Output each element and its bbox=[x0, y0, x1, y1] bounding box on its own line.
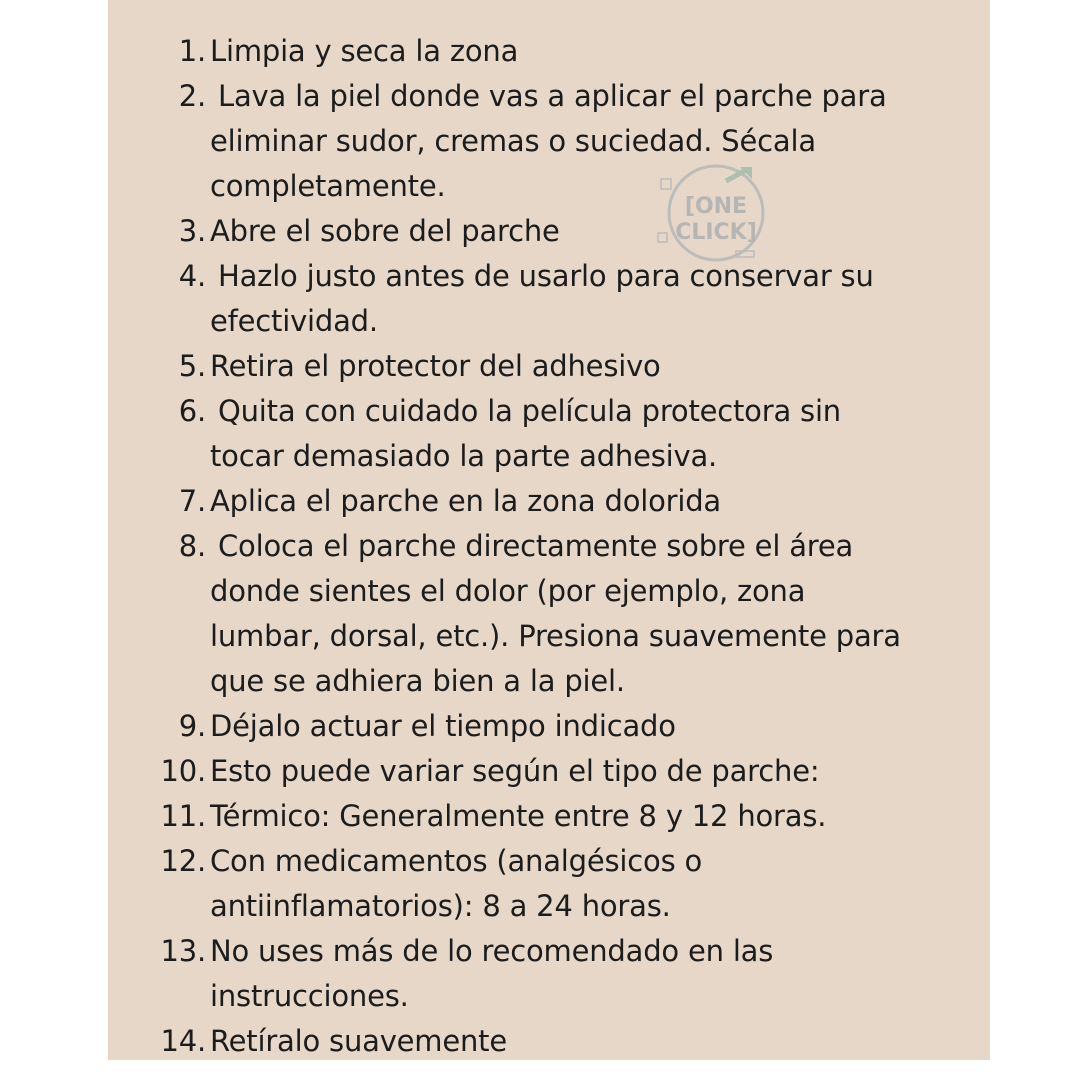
step-line: Déjalo actuar el tiempo indicado bbox=[210, 709, 676, 743]
step-number: 4. bbox=[178, 259, 206, 293]
step-line: antiinflamatorios): 8 a 24 horas. bbox=[210, 889, 671, 923]
step-item bbox=[108, 29, 950, 74]
step-line: tocar demasiado la parte adhesiva. bbox=[210, 439, 718, 473]
step-text bbox=[210, 929, 950, 1019]
step-line: Hazlo justo antes de usarlo para conservar su bbox=[218, 259, 874, 293]
step-line: Quita con cuidado la película protectora sin bbox=[218, 394, 841, 428]
step-item bbox=[108, 74, 950, 209]
step-number: 12. bbox=[160, 844, 206, 878]
step-number: 13. bbox=[160, 934, 206, 968]
step-text bbox=[210, 794, 950, 839]
step-text bbox=[210, 209, 950, 254]
step-line: Abre el sobre del parche bbox=[210, 214, 560, 248]
step-text bbox=[210, 344, 950, 389]
step-text bbox=[210, 749, 950, 794]
step-text bbox=[210, 524, 950, 704]
step-item bbox=[108, 1019, 950, 1060]
logo-text-line2: CLICK] bbox=[675, 220, 757, 245]
step-number: 1. bbox=[178, 34, 206, 68]
step-number: 9. bbox=[178, 709, 206, 743]
step-line: que se adhiera bien a la piel. bbox=[210, 664, 625, 698]
step-line: Térmico: Generalmente entre 8 y 12 horas. bbox=[210, 799, 827, 833]
step-number: 5. bbox=[178, 349, 206, 383]
step-line: Coloca el parche directamente sobre el área bbox=[218, 529, 854, 563]
step-text bbox=[210, 704, 950, 749]
step-text bbox=[210, 1019, 950, 1060]
step-line: Esto puede variar según el tipo de parche: bbox=[210, 754, 820, 788]
step-item bbox=[108, 929, 950, 1019]
step-line: completamente. bbox=[210, 169, 446, 203]
step-item bbox=[108, 524, 950, 704]
step-line: Aplica el parche en la zona dolorida bbox=[210, 484, 721, 518]
step-line: efectividad. bbox=[210, 304, 378, 338]
instructions-panel bbox=[108, 0, 990, 1060]
step-line: Lava la piel donde vas a aplicar el parche para bbox=[218, 79, 887, 113]
step-item bbox=[108, 704, 950, 749]
step-number: 6. bbox=[178, 394, 206, 428]
step-line: Retíralo suavemente bbox=[210, 1024, 507, 1058]
logo-text-line1: [ONE bbox=[684, 194, 748, 219]
step-line: lumbar, dorsal, etc.). Presiona suavemente para bbox=[210, 619, 901, 653]
step-item bbox=[108, 479, 950, 524]
step-item bbox=[108, 749, 950, 794]
step-line: Retira el protector del adhesivo bbox=[210, 349, 661, 383]
step-text bbox=[210, 74, 950, 209]
step-text bbox=[210, 254, 950, 344]
step-number: 2. bbox=[178, 79, 206, 113]
step-item bbox=[108, 254, 950, 344]
step-text bbox=[210, 839, 950, 929]
step-number: 14. bbox=[160, 1024, 206, 1058]
logo-bag-icon bbox=[661, 179, 671, 189]
step-item bbox=[108, 389, 950, 479]
steps-list bbox=[108, 29, 950, 1060]
step-text bbox=[210, 479, 950, 524]
step-number: 10. bbox=[160, 754, 206, 788]
logo-box-icon bbox=[658, 233, 667, 242]
step-line: instrucciones. bbox=[210, 979, 409, 1013]
step-line: No uses más de lo recomendado en las bbox=[210, 934, 774, 968]
step-number: 11. bbox=[160, 799, 206, 833]
step-number: 3. bbox=[178, 214, 206, 248]
step-text bbox=[210, 29, 950, 74]
step-item bbox=[108, 839, 950, 929]
step-line: donde sientes el dolor (por ejemplo, zona bbox=[210, 574, 806, 608]
step-text bbox=[210, 389, 950, 479]
step-line: Limpia y seca la zona bbox=[210, 34, 519, 68]
step-number: 7. bbox=[178, 484, 206, 518]
step-line: eliminar sudor, cremas o suciedad. Sécala bbox=[210, 124, 816, 158]
step-item bbox=[108, 344, 950, 389]
step-number: 8. bbox=[178, 529, 206, 563]
step-item bbox=[108, 794, 950, 839]
one-click-logo-watermark bbox=[656, 163, 776, 263]
step-line: Con medicamentos (analgésicos o bbox=[210, 844, 703, 878]
step-item bbox=[108, 209, 950, 254]
